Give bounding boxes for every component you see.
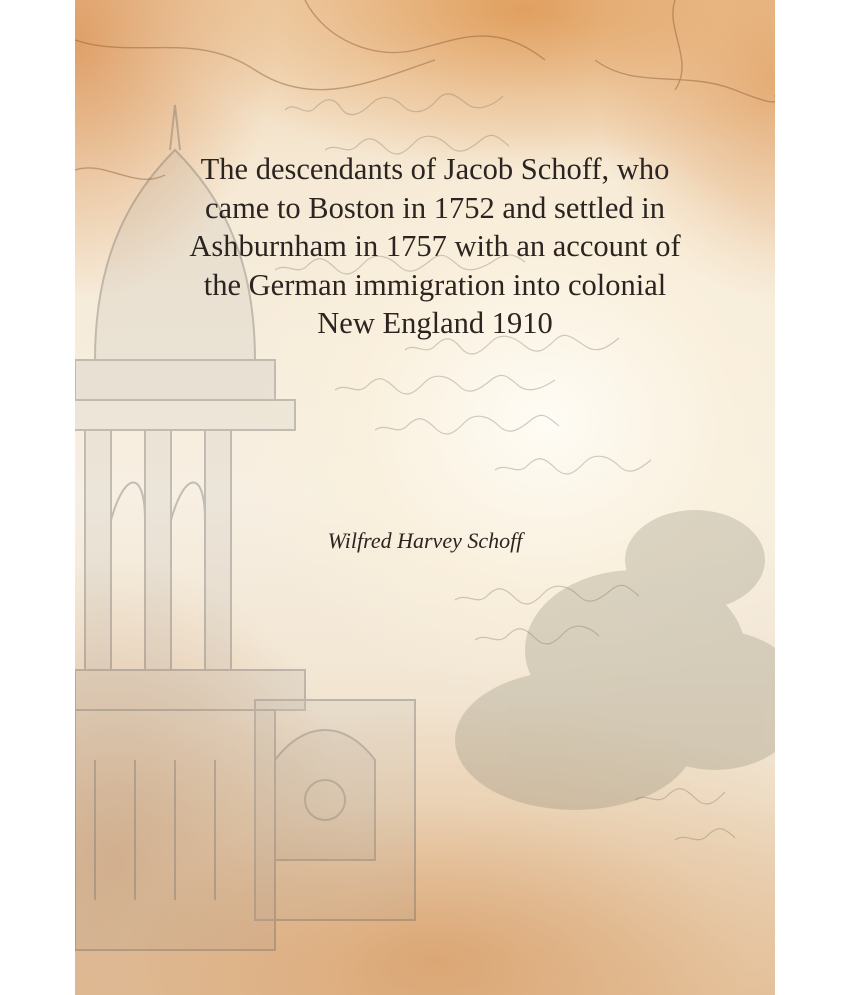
title-line: the German immigration into colonial [203,267,667,302]
book-title [95,150,775,343]
title-line: New England 1910 [317,306,553,340]
title-line: The descendants of Jacob Schoff, who [200,152,670,186]
book-cover [75,0,775,995]
title-line: Ashburnham in 1757 with an account of [189,229,681,263]
book-author: Wilfred Harvey Schoff [327,528,523,553]
title-line: came to Boston in 1752 and settled in [205,190,665,225]
